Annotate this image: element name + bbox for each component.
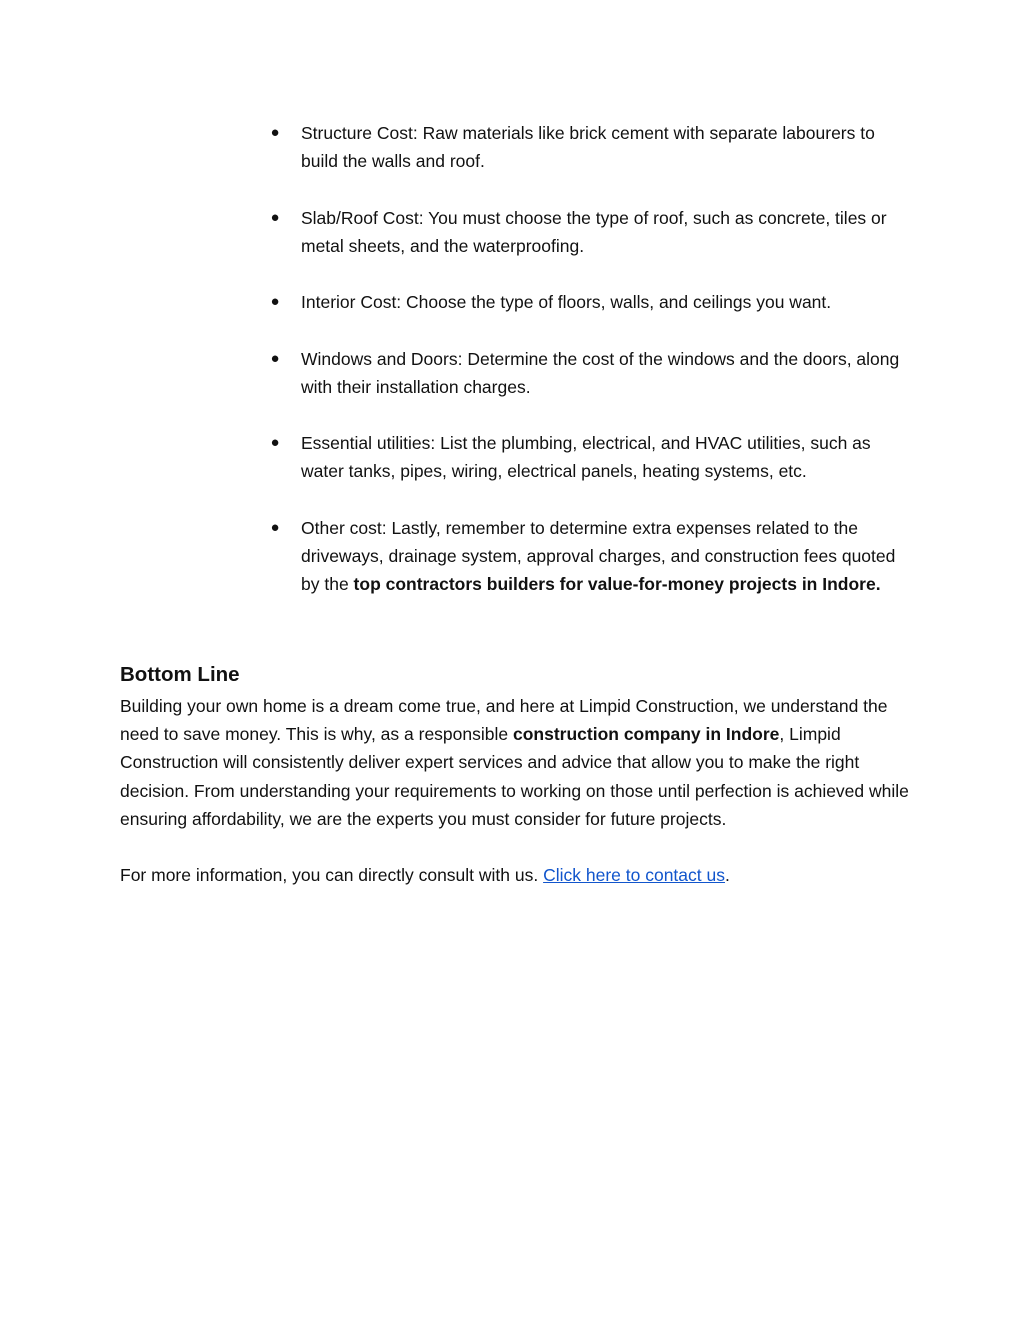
paragraph-text: , Limpid Construction will consistently deliver expert services and advice that allow you to make the right decision. From understanding your requirements to working on those until perfection is achieved while ensuring affordability, we are the experts you must consider for future projects. — [120, 724, 909, 829]
list-item-text: Essential utilities: List the plumbing, electrical, and HVAC utilities, such as water tanks, pipes, wiring, electrical panels, heating systems, etc. — [301, 433, 871, 482]
bullet-icon: ● — [270, 293, 280, 311]
list-item-interior-cost — [268, 288, 908, 316]
contact-us-link[interactable]: Click here to contact us — [543, 865, 725, 885]
bullet-icon: ● — [270, 349, 280, 367]
list-item-essential-utilities — [268, 429, 908, 485]
bullet-icon: ● — [270, 518, 280, 536]
paragraph-period: . — [724, 865, 730, 885]
bottom-line-paragraph — [120, 692, 910, 833]
bullet-icon: ● — [270, 124, 280, 141]
list-item-other-cost — [268, 514, 908, 599]
bullet-icon: ● — [270, 434, 280, 452]
list-item-text: Interior Cost: Choose the type of floors, walls, and ceilings you want. — [301, 292, 832, 313]
list-item-text: Structure Cost: Raw materials like brick cement with separate labourers to build the walls and roof. — [301, 123, 875, 172]
bullet-icon: ● — [270, 208, 280, 226]
paragraph-text: Building your own home is a dream come true, and here at Limpid Construction, we understand the need to save money. This is why, as a responsible — [120, 696, 888, 745]
section-heading-bottom-line: Bottom Line — [120, 663, 240, 686]
cost-bullet-list — [268, 119, 908, 627]
list-item-text: Windows and Doors: Determine the cost of the windows and the doors, along with their installation charges. — [301, 348, 900, 397]
paragraph-text: For more information, you can directly consult with us. — [120, 865, 544, 885]
list-item-text: Other cost: Lastly, remember to determine extra expenses related to the driveways, drainage system, approval charges, and construction fees quoted by the — [301, 517, 896, 595]
list-item-structure-cost — [268, 119, 908, 175]
list-item-slab-roof-cost — [268, 204, 908, 260]
list-item-windows-doors — [268, 345, 908, 401]
bold-keyword-construction-company: construction company in Indore — [512, 724, 780, 745]
list-item-text: Slab/Roof Cost: You must choose the type of roof, such as concrete, tiles or metal sheets, and the waterproofing. — [301, 207, 887, 256]
bold-keyword-contractors: top contractors builders for value-for-money projects in Indore. — [353, 574, 881, 595]
contact-paragraph — [120, 861, 910, 889]
